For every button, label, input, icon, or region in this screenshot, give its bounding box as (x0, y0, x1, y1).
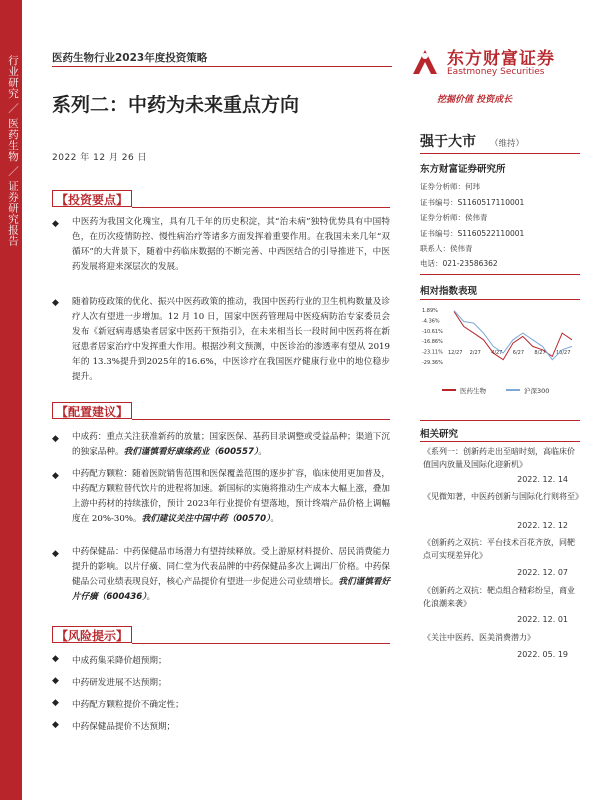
bullet-diamond-icon: ◆ (52, 219, 59, 229)
rating-status: （维持） (490, 139, 525, 149)
config-section-title: 【配置建议】 (56, 405, 129, 419)
contact-person: 联系人：侯伟青 (420, 244, 473, 253)
risk-item-1: 中成药集采降价超预期； (72, 656, 167, 666)
industry-rating: 强于大市 (420, 134, 476, 150)
config-paragraph-2: 中药配方颗粒：随着医院销售范围和医保覆盖范围的逐步扩容，临床使用更加普及，中药配方颗粒替代饮片的进程将加速。新国标的实施将推动生产成本大幅上涨，叠加上游中药材的持续涨价，预计 2023年行业提价有望落地，预计终端产品价格上调幅度在 20%-30%。我们建议关注中国中药（00570）。 (72, 469, 390, 524)
contact-phone: 电话：021-23586362 (420, 259, 498, 268)
related-item-4[interactable]: 《创新药之双抗：靶点组合精彩纷呈，商业化浪潮来袭》 (423, 586, 575, 608)
related-title-divider (420, 441, 580, 442)
related-item-1[interactable]: 《系列一：创新药走出至暗时刻，高临床价值国内放量及国际化迎新机》 (423, 447, 575, 469)
perf-title-divider (420, 299, 580, 300)
bullet-diamond-icon: ◆ (52, 434, 59, 444)
bullet-diamond-icon: ◆ (52, 698, 59, 708)
related-item-2[interactable]: 《见微知著，中医药创新与国际化行则将至》 (423, 492, 583, 501)
bullet-diamond-icon: ◆ (52, 676, 59, 686)
x-tick-label: 8/27 (534, 350, 546, 356)
related-date-1: 2022. 12. 14 (517, 475, 568, 484)
bullet-diamond-icon: ◆ (52, 471, 59, 481)
related-date-2: 2022. 12. 12 (517, 521, 568, 530)
stock-pick-2: 我们建议关注中国中药（00570） (141, 514, 271, 524)
related-item-5[interactable]: 《关注中医药、医美消费潜力》 (423, 633, 535, 642)
related-date-5: 2022. 05. 19 (517, 650, 568, 659)
brand-name-cn: 东方财富证券 (447, 49, 555, 69)
logo-emblem-icon (407, 44, 443, 80)
related-title: 相关研究 (420, 429, 459, 440)
page-title: 系列二：中药为未来重点方向 (52, 94, 300, 116)
analyst-name-2: 证券分析师：侯伟青 (420, 213, 488, 222)
risk-item-2: 中药研发进展不达预期； (72, 678, 167, 688)
x-tick-label: 12/27 (448, 350, 463, 356)
bullet-diamond-icon: ◆ (52, 298, 59, 308)
related-top-divider (420, 420, 580, 421)
bullet-diamond-icon: ◆ (52, 720, 59, 730)
related-date-4: 2022. 12. 01 (517, 615, 568, 624)
analyst-name-1: 证券分析师：何玮 (420, 182, 480, 191)
y-tick-label: 1.89% (422, 308, 438, 314)
stock-pick-3: 我们谨慎看好片仔癀（600436） (72, 577, 390, 602)
x-tick-label: 10/27 (556, 350, 571, 356)
x-tick-label: 6/27 (512, 350, 525, 356)
brand-name-en: Eastmoney Securities (447, 67, 545, 77)
config-paragraph-1: 中成药：重点关注获准新药的放量；国家医保、基药目录调整或受益品种；渠道下沉的独家品种。我们谨慎看好康缘药业（600557）。 (72, 432, 390, 457)
analyst-cert-2: 证书编号：S1160522110001 (420, 229, 525, 238)
y-tick-label: -4.36% (422, 318, 440, 325)
institute-title: 东方财富证券研究所 (420, 164, 506, 175)
report-series-subtitle: 医药生物行业2023年度投资策略 (52, 52, 208, 64)
invest-section-title: 【投资要点】 (56, 193, 129, 207)
related-item-3[interactable]: 《创新药之双抗：平台技术百花齐放，同靶点可实现差异化》 (423, 538, 575, 560)
vertical-sidebar (0, 0, 22, 800)
x-tick-labels (448, 350, 570, 356)
legend-label-csi300: 沪深300 (524, 387, 550, 395)
y-tick-label: -23.11% (422, 349, 443, 356)
y-tick-label: -29.36% (422, 360, 443, 366)
sidebar-category-text: 行业研究 ／ 医药生物 ／ 证券研究报告 (7, 55, 19, 247)
legend-swatch-pharma (442, 389, 456, 391)
header-divider (52, 66, 392, 67)
y-tick-label: -16.86% (422, 339, 443, 346)
bullet-diamond-icon: ◆ (52, 654, 59, 664)
x-tick-label: 4/27 (491, 350, 503, 356)
y-tick-labels (422, 308, 443, 366)
bullet-diamond-icon: ◆ (52, 549, 59, 559)
risk-section-title: 【风险提示】 (56, 629, 129, 643)
x-tick-label: 2/27 (469, 350, 481, 356)
risk-item-3: 中药配方颗粒提价不确定性； (72, 700, 184, 710)
report-date: 2022 年 12 月 26 日 (52, 153, 148, 163)
config-paragraph-3: 中药保健品：中药保健品市场潜力有望持续释放。受上游原材料提价、居民消费能力提升的影响。以片仔癀、同仁堂为代表品牌的中药保健品多次上调出厂价格。中药保健品公司业绩表现良好，核心产品提价有望进一步促进公司业绩增长。我们谨慎看好片仔癀（600436）。 (72, 547, 390, 602)
perf-chart-title: 相对指数表现 (420, 286, 478, 297)
invest-paragraph-1: 中医药为我国文化瑰宝，具有几千年的历史积淀，其“治未病”独特优势具有中国特色，在历次疫情防控、慢性病治疗等诸多方面发挥着重要作用。在我国未来几年“双循环”的大背景下，随着中药临床数据的不断完善、中西医结合的引导推进下，中医药发展将迎来深层次的发展。 (72, 217, 390, 272)
brand-logo (407, 40, 557, 88)
y-tick-label: -10.61% (422, 328, 443, 335)
rating-divider (420, 153, 580, 154)
invest-section-line (132, 207, 390, 208)
legend-swatch-csi300 (506, 389, 520, 391)
related-date-3: 2022. 12. 07 (517, 568, 568, 577)
relative-index-chart (420, 304, 580, 384)
stock-pick-1: 我们谨慎看好康缘药业（600557） (123, 447, 259, 457)
config-section-line (132, 419, 390, 420)
risk-item-4: 中药保健品提价不达预期； (72, 722, 176, 732)
brand-slogan: 挖掘价值 投资成长 (437, 95, 513, 105)
legend-label-pharma: 医药生物 (460, 387, 486, 395)
invest-paragraph-2: 随着防疫政策的优化、振兴中医药政策的推动，我国中医药行业的卫生机构数量及诊疗人次有望进一步增加。12 月 10 日，国家中医药管理局中医疫病防治专家委员会发布《新冠病毒感染者居家中医药干预指引》，在未来相当长一段时间中医药将在新冠患者居家治疗中发挥重大作用。根据沙利文预测，中医诊治的渗透率有望从 2019 年的 13.3%提升到2025年的16.6%，中医诊疗在我国医疗健康行业中的地位稳步提升。 (72, 297, 390, 382)
risk-section-line (132, 643, 390, 644)
chart-legend (420, 384, 580, 398)
institute-divider (420, 274, 580, 275)
analyst-cert-1: 证书编号：S1160517110001 (420, 198, 525, 207)
